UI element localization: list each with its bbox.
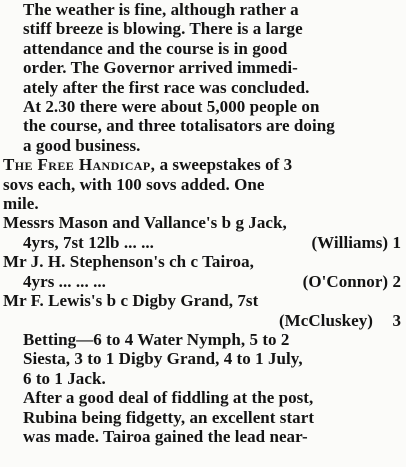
- race-title: The Free Handicap,: [3, 155, 156, 175]
- entry-detail: [3, 272, 106, 291]
- entry-detail-row: [3, 272, 401, 291]
- racing-report-column: [3, 0, 401, 446]
- entry-jockey-place: [303, 272, 401, 291]
- text-line: attendance and the course is in good: [23, 38, 288, 58]
- entry-place: 2: [392, 271, 401, 291]
- race-heading: [3, 155, 401, 213]
- entry-detail-row: [3, 311, 401, 330]
- text-line: ately after the first race was concluded.: [23, 77, 310, 97]
- entry-owner: Mr J. H. Stephenson's ch c Tairoa,: [3, 252, 254, 272]
- entry-jockey: (Williams): [311, 232, 389, 252]
- text-line: Betting—6 to 4 Water Nymph, 5 to 2: [23, 329, 290, 349]
- entry-place: 3: [392, 310, 401, 330]
- entry-detail: [3, 233, 154, 252]
- text-line: At 2.30 there were about 5,000 people on: [23, 97, 320, 117]
- text-line: After a good deal of fiddling at the post,: [23, 388, 314, 408]
- race-result-entry: [3, 291, 401, 330]
- entry-detail-row: [3, 233, 401, 252]
- entry-age-weight: 4yrs ...: [23, 271, 72, 291]
- text-line: The weather is fine, although rather a: [23, 0, 299, 19]
- entry-dots: ...: [141, 232, 154, 252]
- text-line: order. The Governor arrived immedi-: [23, 58, 298, 78]
- entry-place: 1: [392, 232, 401, 252]
- race-narrative-paragraph: [3, 388, 401, 446]
- entry-jockey: (O'Connor): [302, 271, 389, 291]
- text-line: Siesta, 3 to 1 Digby Grand, 4 to 1 July,: [23, 349, 303, 369]
- race-title-line: [3, 155, 401, 175]
- text-line: mile.: [3, 194, 39, 214]
- text-line: stiff breeze is blowing. There is a large: [23, 19, 303, 39]
- text-line: 6 to 1 Jack.: [23, 368, 106, 388]
- text-line: the course, and three totalisators are doing: [23, 116, 335, 136]
- weather-paragraph: [3, 0, 401, 155]
- entry-jockey: (McCluskey): [278, 310, 373, 330]
- race-result-entry: [3, 213, 401, 252]
- text-line: Rubina being fidgetty, an excellent start: [23, 407, 315, 427]
- race-description: a sweepstakes of 3: [159, 155, 293, 175]
- entry-owner: Messrs Mason and Vallance's b g Jack,: [3, 213, 287, 233]
- race-result-entry: [3, 252, 401, 291]
- entry-dots: ... ...: [75, 271, 106, 291]
- betting-paragraph: [3, 330, 401, 388]
- entry-jockey-place: [311, 233, 401, 252]
- entry-age-weight: 4yrs, 7st 12lb ...: [23, 232, 137, 252]
- text-line: a good business.: [23, 135, 141, 155]
- text-line: sovs each, with 100 sovs added. One: [3, 174, 265, 194]
- entry-owner: Mr F. Lewis's b c Digby Grand, 7st: [3, 291, 259, 311]
- text-line: was made. Tairoa gained the lead near-: [23, 426, 308, 446]
